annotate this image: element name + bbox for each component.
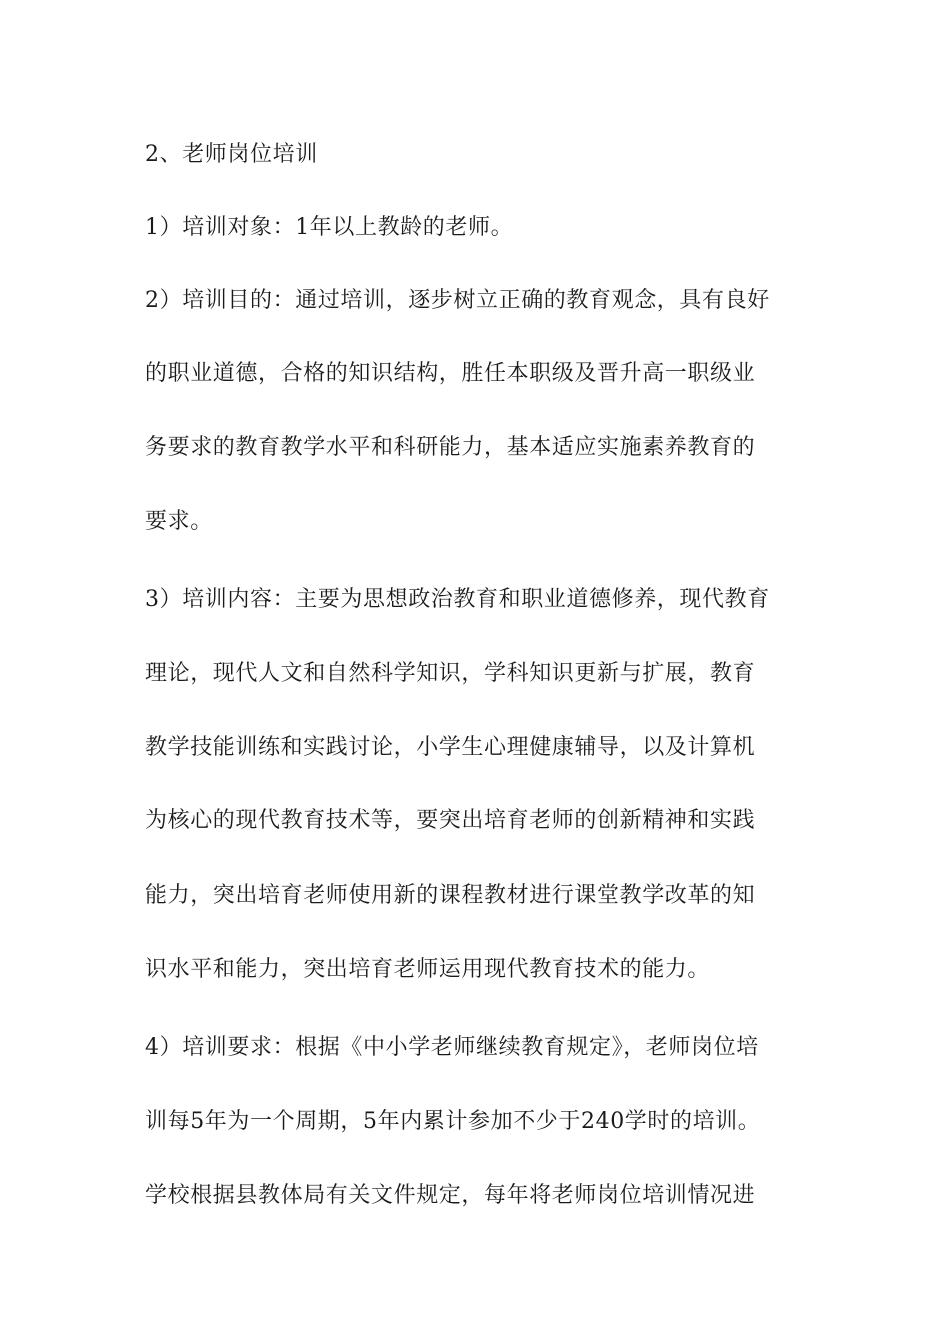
paragraph-line: 3）培训内容：主要为思想政治教育和职业道德修养，现代教育 xyxy=(145,587,770,612)
paragraph-line: 识水平和能力，突出培育老师运用现代教育技术的能力。 xyxy=(145,957,711,982)
paragraph-line: 为核心的现代教育技术等，要突出培育老师的创新精神和实践 xyxy=(145,808,756,833)
section-heading: 2、老师岗位培训 xyxy=(145,142,318,167)
paragraph-line: 学校根据县教体局有关文件规定，每年将老师岗位培训情况进 xyxy=(145,1183,756,1208)
paragraph-line: 理论，现代人文和自然科学知识，学科知识更新与扩展，教育 xyxy=(145,661,756,686)
paragraph-line: 的职业道德，合格的知识结构，胜任本职级及晋升高一职级业 xyxy=(145,361,756,386)
paragraph-line: 要求。 xyxy=(145,509,213,534)
paragraph-line: 4）培训要求：根据《中小学老师继续教育规定》，老师岗位培 xyxy=(145,1035,759,1060)
paragraph-line: 2）培训目的：通过培训，逐步树立正确的教育观念，具有良好 xyxy=(145,288,770,313)
paragraph-line: 1）培训对象：1年以上教龄的老师。 xyxy=(145,215,514,240)
paragraph-line: 教学技能训练和实践讨论，小学生心理健康辅导，以及计算机 xyxy=(145,735,756,760)
paragraph-line: 训每5年为一个周期，5年内累计参加不少于240学时的培训。 xyxy=(145,1109,761,1134)
paragraph-line: 能力，突出培育老师使用新的课程教材进行课堂教学改革的知 xyxy=(145,883,756,908)
paragraph-line: 务要求的教育教学水平和科研能力，基本适应实施素养教育的 xyxy=(145,435,756,460)
